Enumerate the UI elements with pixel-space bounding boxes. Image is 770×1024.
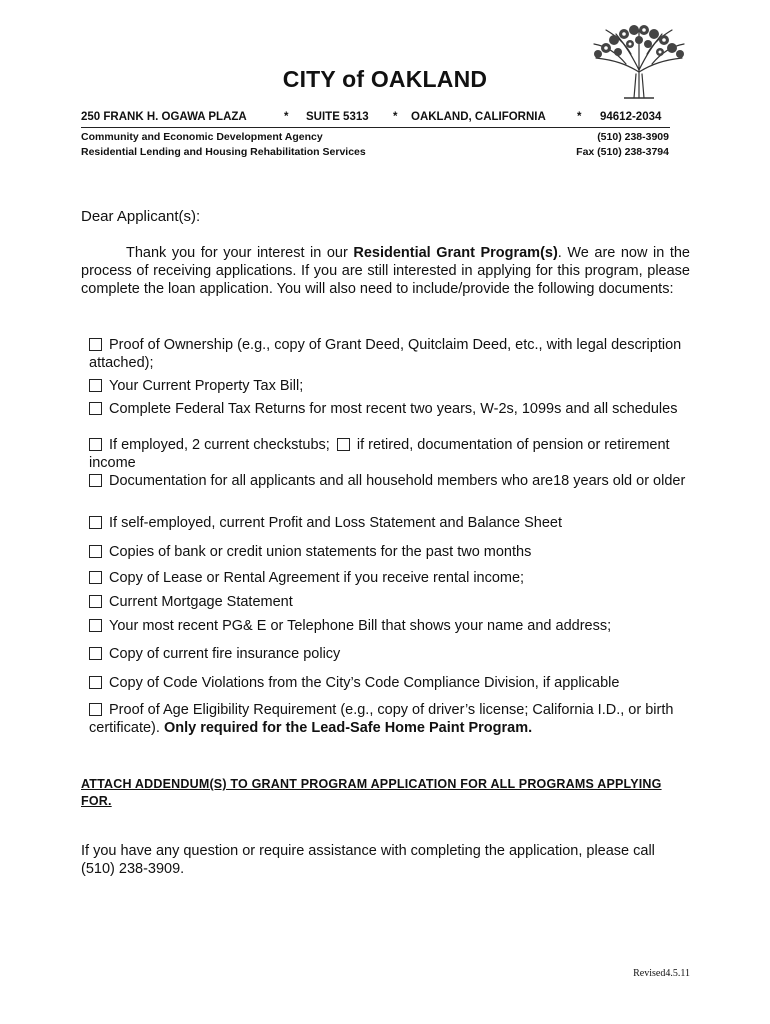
checklist-item: Copy of current fire insurance policy	[89, 645, 689, 663]
checkbox[interactable]	[89, 516, 102, 529]
intro-paragraph	[81, 244, 690, 298]
checkbox[interactable]	[89, 545, 102, 558]
age-requirement-note: Only required for the Lead-Safe Home Paint Program.	[163, 720, 533, 736]
agency-phone: (510) 238-3909	[597, 131, 669, 143]
address-street: 250 FRANK H. OGAWA PLAZA	[81, 111, 247, 123]
agency-fax: Fax (510) 238-3794	[576, 146, 669, 158]
address-line	[81, 111, 670, 128]
checklist-item: Complete Federal Tax Returns for most recent two years, W-2s, 1099s and all schedules	[89, 400, 689, 418]
revision-date: Revised4.5.11	[633, 968, 690, 979]
checklist-item: If employed, 2 current checkstubs; if retired, documentation of pension or retirement income	[89, 437, 670, 471]
checkbox[interactable]	[89, 402, 102, 415]
checkbox[interactable]	[89, 595, 102, 608]
program-name: Residential Grant Program(s)	[353, 245, 558, 261]
intro-text-pre: Thank you for your interest in our	[126, 245, 354, 261]
checklist-item: Your Current Property Tax Bill;	[89, 377, 689, 395]
checkbox[interactable]	[89, 379, 102, 392]
checklist-item: Copies of bank or credit union statements for the past two months	[89, 543, 689, 561]
checkbox[interactable]	[89, 571, 102, 584]
address-suite: SUITE 5313	[306, 111, 369, 123]
intro-text-post: . We are now in the process of receiving applications. If you are still interested in applying for this program, please complete the loan application. You will also need to include/provide the following documents:	[81, 245, 690, 297]
checkbox[interactable]	[89, 619, 102, 632]
checklist-item: Proof of Age Eligibility Requirement (e.g., copy of driver’s license; California I.D., or birth certificate). Only required for the Lead-Safe Home Paint Program.	[89, 702, 674, 736]
address-separator: *	[284, 111, 289, 123]
checkbox[interactable]	[337, 438, 350, 451]
closing-paragraph: If you have any question or require assistance with completing the application, please call (510) 238-3909.	[81, 843, 655, 877]
address-zip: 94612-2034	[600, 111, 662, 123]
greeting: Dear Applicant(s):	[81, 208, 201, 225]
page-title: CITY of OAKLAND	[282, 66, 488, 92]
checkbox[interactable]	[89, 647, 102, 660]
checkbox[interactable]	[89, 474, 102, 487]
division-name: Residential Lending and Housing Rehabilitation Services	[81, 146, 366, 158]
checklist-item: Your most recent PG& E or Telephone Bill that shows your name and address;	[89, 617, 689, 635]
address-separator: *	[577, 111, 582, 123]
checklist-item: Proof of Ownership (e.g., copy of Grant Deed, Quitclaim Deed, etc., with legal description attached);	[89, 337, 682, 371]
checklist-item: Documentation for all applicants and all household members who are18 years old or older	[89, 472, 689, 490]
checklist-item: If self-employed, current Profit and Loss Statement and Balance Sheet	[89, 514, 689, 532]
checklist-item: Copy of Code Violations from the City’s Code Compliance Division, if applicable	[89, 674, 689, 692]
address-separator: *	[393, 111, 398, 123]
checkbox[interactable]	[89, 676, 102, 689]
attach-addendum-notice: ATTACH ADDENDUM(S) TO GRANT PROGRAM APPLICATION FOR ALL PROGRAMS APPLYING FOR.	[81, 777, 662, 808]
address-city: OAKLAND, CALIFORNIA	[411, 111, 546, 123]
checkbox[interactable]	[89, 338, 102, 351]
checklist-item: Current Mortgage Statement	[89, 593, 689, 611]
checkbox[interactable]	[89, 438, 102, 451]
agency-name: Community and Economic Development Agency	[81, 131, 323, 143]
checklist-item: Copy of Lease or Rental Agreement if you receive rental income;	[89, 569, 689, 587]
checkbox[interactable]	[89, 703, 102, 716]
